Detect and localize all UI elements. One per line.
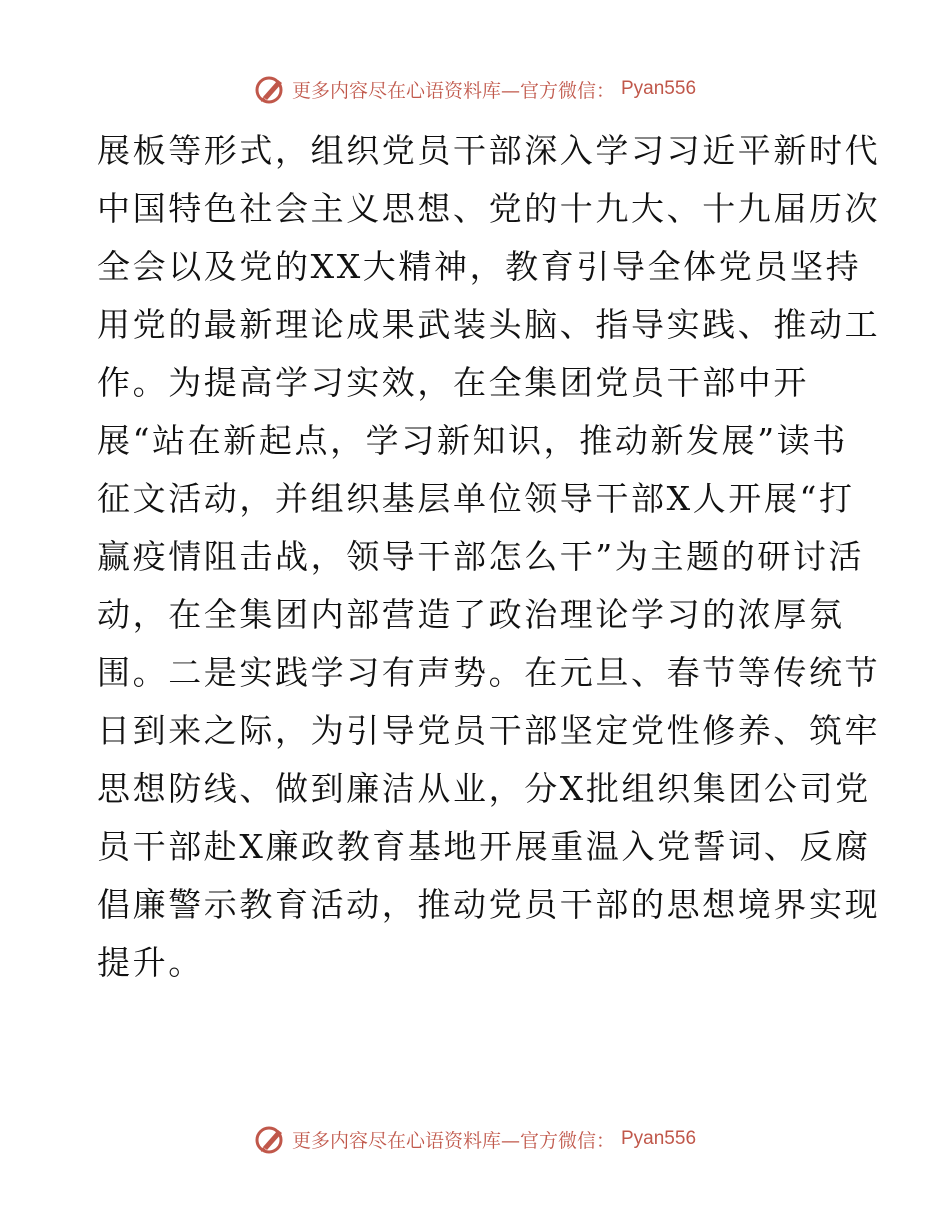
watermark-account: Pyan556: [621, 1128, 697, 1149]
text-line: 提升。: [97, 943, 204, 982]
pen-logo-icon: [254, 73, 286, 105]
watermark-account: Pyan556: [621, 78, 697, 99]
text-line: 围。二是实践学习有声势。在元旦、春节等传统节: [97, 653, 881, 692]
text-line: 作。为提高学习实效，在全集团党员干部中开: [97, 363, 809, 402]
text-line: 中国特色社会主义思想、党的十九大、十九届历次: [97, 189, 881, 228]
text-line: 赢疫情阻击战，领导干部怎么干”为主题的研讨活: [97, 537, 865, 576]
text-line: 员干部赴X廉政教育基地开展重温入党誓词、反腐: [97, 827, 871, 866]
pen-logo-icon: [254, 1123, 286, 1155]
text-line: 展板等形式，组织党员干部深入学习习近平新时代: [97, 131, 881, 170]
text-line: 全会以及党的XX大精神，教育引导全体党员坚持: [97, 247, 862, 286]
text-line: 用党的最新理论成果武装头脑、指导实践、推动工: [97, 305, 881, 344]
watermark-text: 更多内容尽在心语资料库—官方微信：: [291, 1129, 615, 1152]
text-line: 思想防线、做到廉洁从业，分X批组织集团公司党: [97, 769, 871, 808]
footer-watermark: [0, 1123, 950, 1155]
text-line: 展“站在新起点，学习新知识，推动新发展”读书: [97, 421, 848, 460]
header-watermark: [0, 73, 950, 105]
document-body: [97, 122, 881, 992]
watermark-text: 更多内容尽在心语资料库—官方微信：: [291, 79, 615, 102]
text-line: 倡廉警示教育活动，推动党员干部的思想境界实现: [97, 885, 881, 924]
text-line: 征文活动，并组织基层单位领导干部X人开展“打: [97, 479, 855, 518]
text-line: 动，在全集团内部营造了政治理论学习的浓厚氛: [97, 595, 845, 634]
text-line: 日到来之际，为引导党员干部坚定党性修养、筑牢: [97, 711, 881, 750]
